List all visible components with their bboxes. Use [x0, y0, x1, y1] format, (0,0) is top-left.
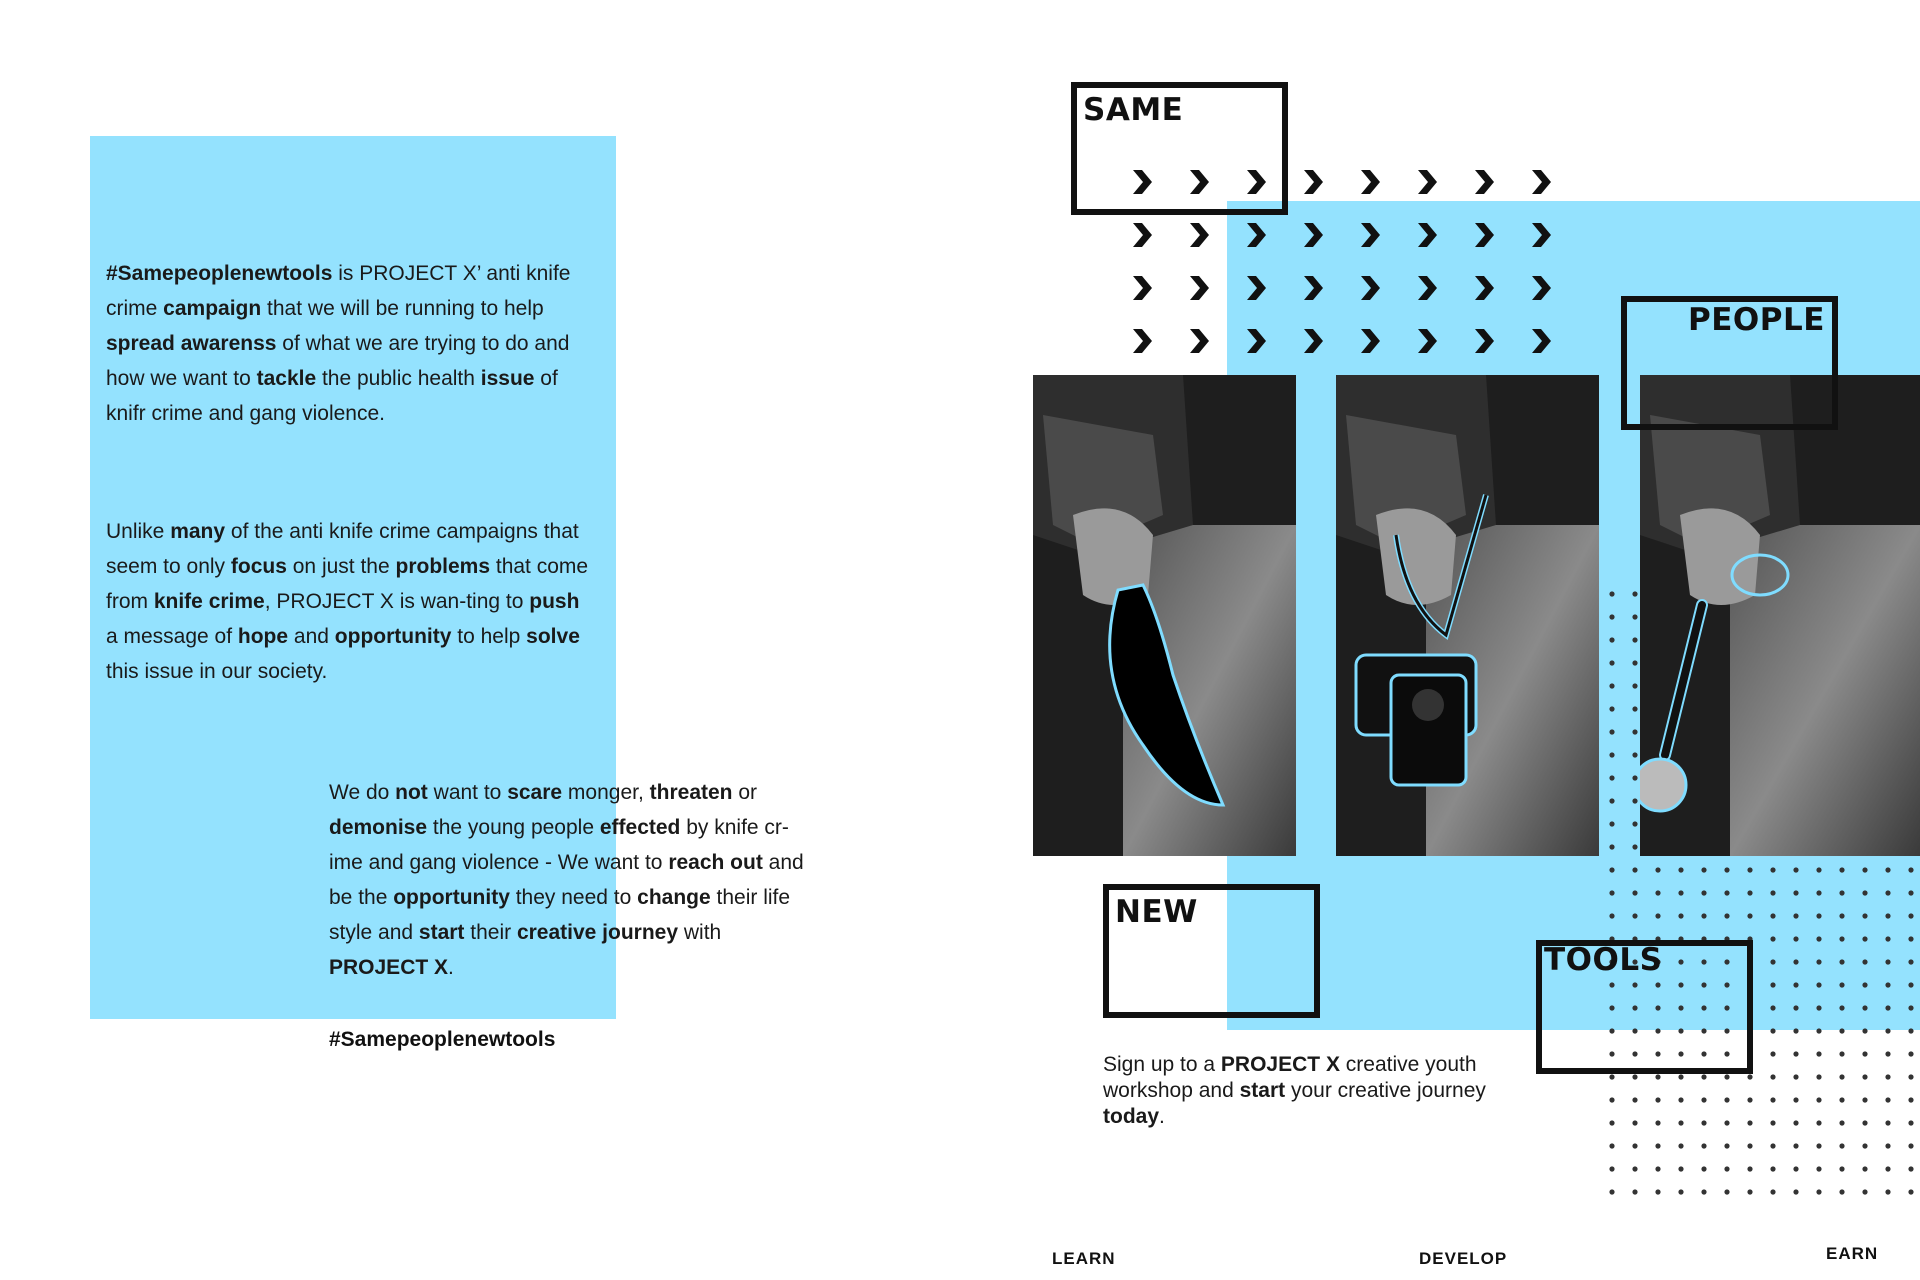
bold-span: effected	[599, 816, 681, 839]
bold-span: not	[395, 781, 428, 804]
bold-span: PROJECT X	[1220, 1053, 1340, 1076]
bold-span: issue	[480, 367, 535, 390]
text-span: the public health	[316, 367, 481, 390]
people-label: PEOPLE	[1688, 302, 1825, 338]
hashtag: #Samepeoplenewtools	[329, 1028, 556, 1051]
chevron-right-icon	[1358, 221, 1382, 249]
text-span: Sign up to a	[1103, 1053, 1221, 1076]
chevron-right-icon	[1415, 221, 1439, 249]
chevron-right-icon	[1529, 221, 1553, 249]
text-span: or	[732, 781, 758, 804]
bold-span: threaten	[649, 781, 733, 804]
bold-span: solve	[526, 625, 580, 648]
chevron-right-icon	[1301, 221, 1325, 249]
bold-span: campaign	[163, 297, 262, 320]
bold-span: problems	[395, 555, 491, 578]
same-label: SAME	[1083, 92, 1184, 128]
text-span: We do	[329, 781, 396, 804]
nav-develop[interactable]: DEVELOP	[1419, 1249, 1508, 1268]
chevron-right-icon	[1415, 274, 1439, 302]
text-span: monger,	[562, 781, 650, 804]
text-span: to help	[451, 625, 527, 648]
text-span: , PROJECT X is wan-ting to	[264, 590, 530, 613]
chevron-right-icon	[1472, 221, 1496, 249]
text-span: by knife cr-ime and gang violence - We want to	[329, 816, 789, 874]
text-span: that we will be running to help	[261, 297, 544, 320]
text-span: that come from	[106, 555, 589, 613]
chevron-right-icon	[1130, 221, 1154, 249]
chevron-right-icon	[1358, 274, 1382, 302]
chevron-right-icon	[1472, 168, 1496, 196]
photo-microphone	[1640, 375, 1920, 856]
bold-span: knife crime	[153, 590, 265, 613]
text-span: and	[288, 625, 335, 648]
text-span: they need to	[509, 886, 638, 909]
bold-span: tackle	[256, 367, 317, 390]
bold-span: today	[1103, 1105, 1160, 1128]
text-span: and be the	[329, 851, 804, 909]
nav-learn[interactable]: LEARN	[1052, 1249, 1116, 1268]
bold-span: opportunity	[334, 625, 452, 648]
text-span: is PROJECT X’ anti knife crime	[106, 262, 571, 320]
bold-span: many	[170, 520, 226, 543]
text-span: .	[1159, 1105, 1165, 1128]
bold-span: start	[418, 921, 465, 944]
chevron-right-icon	[1244, 221, 1268, 249]
bold-span: push	[529, 590, 580, 613]
bold-span: reach out	[668, 851, 763, 874]
nav-earn[interactable]: EARN	[1826, 1244, 1879, 1263]
chevron-right-icon	[1358, 327, 1382, 355]
chevron-right-icon	[1244, 327, 1268, 355]
bold-span: creative journey	[516, 921, 679, 944]
bold-span: #Samepeoplenewtools	[106, 262, 333, 285]
text-span: on just the	[286, 555, 396, 578]
chevron-right-icon	[1529, 168, 1553, 196]
text-span: .	[448, 956, 454, 979]
bold-span: focus	[230, 555, 287, 578]
chevron-right-icon	[1301, 168, 1325, 196]
mission-paragraph	[329, 775, 814, 985]
chevron-right-icon	[1472, 327, 1496, 355]
text-span: your creative journey	[1285, 1079, 1486, 1102]
chevron-right-icon	[1529, 274, 1553, 302]
bold-span: hope	[237, 625, 289, 648]
text-span: creative youth workshop and	[1103, 1053, 1477, 1102]
unlike-paragraph	[106, 514, 596, 689]
text-span: a message of	[106, 625, 238, 648]
text-span: this issue in our society.	[106, 660, 328, 683]
bold-span: start	[1239, 1079, 1286, 1102]
tools-label: TOOLS	[1544, 942, 1663, 978]
text-span: of the anti knife crime campaigns that seem to only	[106, 520, 579, 578]
text-span: their life style and	[329, 886, 791, 944]
bold-span: opportunity	[393, 886, 510, 909]
chevron-right-icon	[1187, 327, 1211, 355]
chevron-right-icon	[1415, 168, 1439, 196]
bold-span: PROJECT X	[329, 956, 449, 979]
intro-paragraph	[106, 256, 596, 431]
chevron-right-icon	[1301, 327, 1325, 355]
text-span: the young people	[427, 816, 600, 839]
chevron-right-icon	[1130, 274, 1154, 302]
text-span: with	[678, 921, 722, 944]
new-label: NEW	[1115, 894, 1198, 930]
bold-span: spread awarenss	[106, 332, 277, 355]
signup-text	[1103, 1052, 1523, 1130]
text-span: Unlike	[106, 520, 171, 543]
chevron-right-icon	[1244, 274, 1268, 302]
chevron-right-icon	[1529, 327, 1553, 355]
text-span: of what we are trying to do and how we want to	[106, 332, 570, 390]
chevron-right-icon	[1130, 327, 1154, 355]
bold-span: demonise	[329, 816, 428, 839]
photo-camera	[1336, 375, 1599, 856]
bold-span: change	[637, 886, 711, 909]
photo-knife	[1033, 375, 1296, 856]
chevron-right-icon	[1358, 168, 1382, 196]
chevron-right-icon	[1187, 274, 1211, 302]
text-span: of knifr crime and gang violence.	[106, 367, 558, 425]
bold-span: scare	[507, 781, 563, 804]
chevron-right-icon	[1472, 274, 1496, 302]
chevron-right-icon	[1187, 221, 1211, 249]
text-span: want to	[427, 781, 508, 804]
chevron-right-icon	[1415, 327, 1439, 355]
chevron-right-icon	[1301, 274, 1325, 302]
text-span: their	[464, 921, 517, 944]
